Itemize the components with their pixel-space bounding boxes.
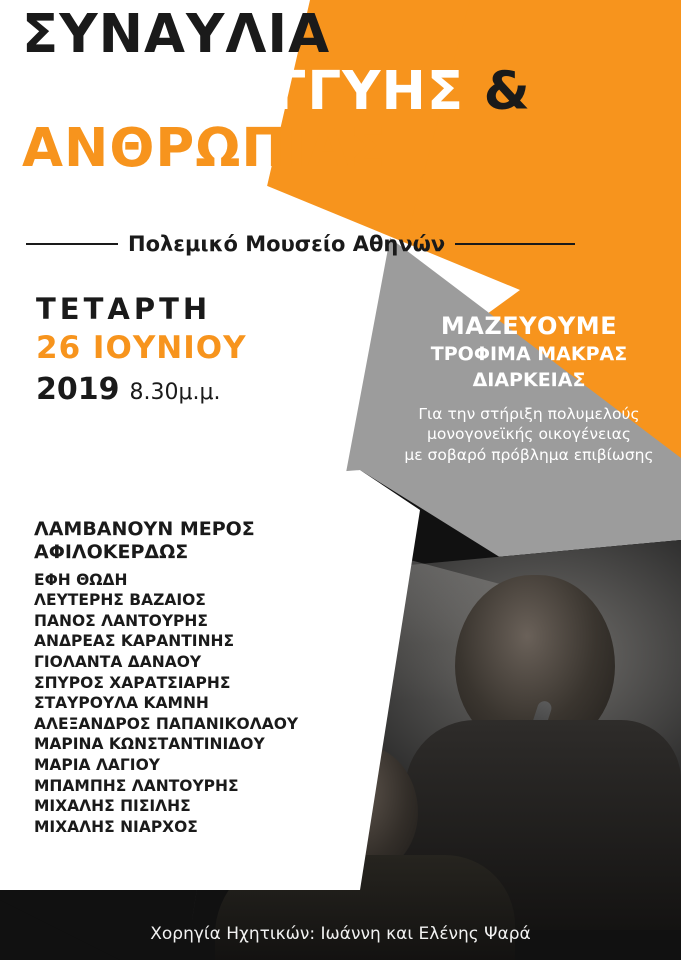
event-weekday: ΤΕΤΑΡΤΗ	[36, 292, 212, 326]
venue-rule-right	[455, 243, 575, 245]
lineup-heading-line-1: ΛΑΜΒΑΝΟΥΝ ΜΕΡΟΣ	[34, 518, 255, 540]
event-year: 2019	[36, 372, 120, 407]
list-item: ΣΠΥΡΟΣ ΧΑΡΑΤΣΙΑΡΗΣ	[34, 673, 231, 692]
list-item: ΜΑΡΙΝΑ ΚΩΝΣΤΑΝΤΙΝΙΔΟΥ	[34, 735, 265, 754]
collection-note-line-1: Για την στήριξη πολυμελούς	[418, 404, 640, 423]
list-item: ΛΕΥΤΕΡΗΣ ΒΑΖΑΙΟΣ	[34, 591, 206, 610]
list-item: ΑΛΕΞΑΝΔΡΟΣ ΠΑΠΑΝΙΚΟΛΑΟΥ	[34, 714, 299, 733]
collection-notice	[390, 312, 668, 465]
collection-note-line-3: με σοβαρό πρόβλημα επιβίωσης	[404, 445, 654, 464]
list-item: ΜΑΡΙΑ ΛΑΓΙΟΥ	[34, 756, 160, 775]
poster-title	[0, 4, 681, 179]
title-line-2-text: ΑΛΛΗΛΕΓΓΥΗΣ	[22, 61, 465, 122]
list-item: ΑΝΔΡΕΑΣ ΚΑΡΑΝΤΙΝΗΣ	[34, 632, 235, 651]
title-line-1: ΣΥΝΑΥΛΙΑ	[22, 4, 331, 65]
venue-name: Πολεμικό Μουσείο Αθηνών	[128, 232, 446, 256]
venue-rule-left	[26, 243, 118, 245]
list-item: ΓΙΟΛΑΝΤΑ ΔΑΝΑΟΥ	[34, 653, 202, 672]
event-date-block	[36, 292, 247, 407]
title-line-3: ΑΝΘΡΩΠΙΑΣ	[22, 118, 387, 179]
sponsor-credit: Χορηγία Ηχητικών: Ιωάννη και Ελένης Ψαρά	[150, 924, 531, 944]
collection-subheading-line-2: ΔΙΑΡΚΕΙΑΣ	[472, 368, 586, 391]
event-year-time	[36, 372, 247, 407]
lineup-heading-line-2: ΑΦΙΛΟΚΕΡΔΩΣ	[34, 540, 189, 563]
list-item: ΜΙΧΑΛΗΣ ΝΙΑΡΧΟΣ	[34, 817, 198, 836]
title-ampersand: &	[483, 61, 531, 122]
title-line-2	[0, 61, 681, 122]
lineup-heading	[34, 518, 298, 564]
list-item: ΣΤΑΥΡΟΥΛΑ ΚΑΜΝΗ	[34, 694, 209, 713]
performer-list	[34, 570, 298, 838]
collection-note	[390, 404, 668, 465]
lineup-block	[34, 518, 298, 838]
event-time: 8.30μ.μ.	[129, 380, 221, 405]
collection-note-line-2: μονογονεϊκής οικογένειας	[427, 425, 631, 444]
list-item: ΠΑΝΟΣ ΛΑΝΤΟΥΡΗΣ	[34, 611, 208, 630]
list-item: ΜΙΧΑΛΗΣ ΠΙΣΙΛΗΣ	[34, 797, 191, 816]
venue-row	[0, 232, 681, 256]
collection-subheading-line-1: ΤΡΟΦΙΜΑ ΜΑΚΡΑΣ	[430, 343, 628, 365]
list-item: ΜΠΑΜΠΗΣ ΛΑΝΤΟΥΡΗΣ	[34, 776, 239, 795]
list-item: ΕΦΗ ΘΩΔΗ	[34, 570, 128, 589]
event-day-month: 26 ΙΟΥΝΙΟΥ	[36, 330, 247, 366]
collection-heading: ΜΑΖΕΥΟΥΜΕ	[440, 312, 618, 340]
